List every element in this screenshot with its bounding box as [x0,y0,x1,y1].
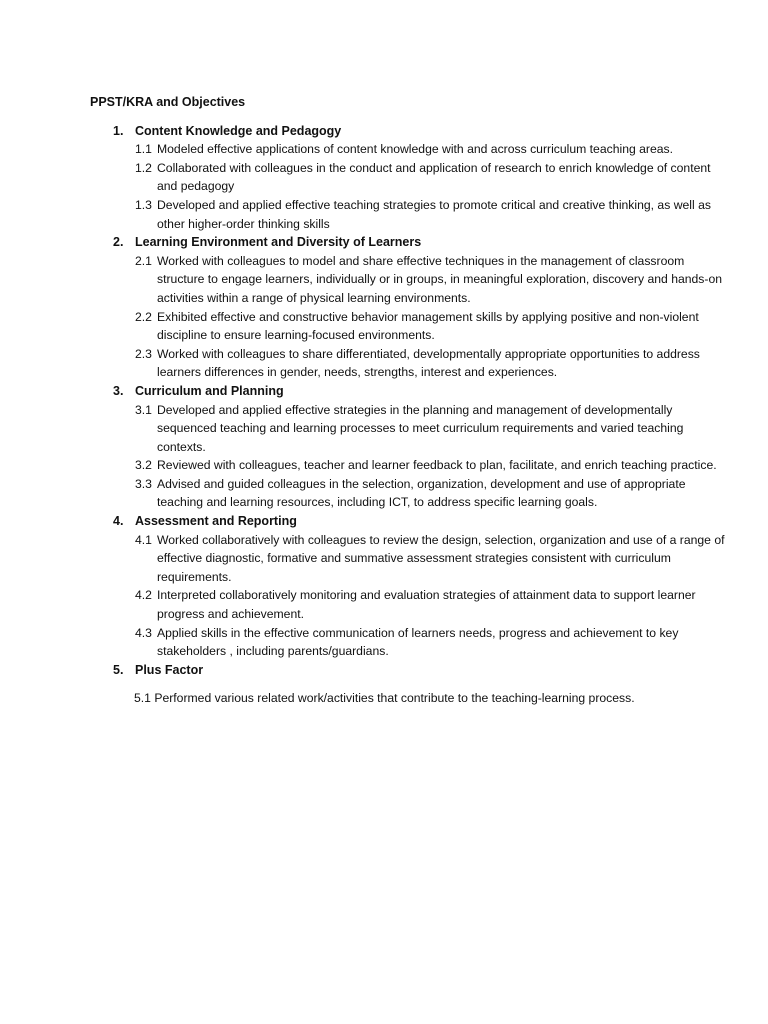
objective-number: 3.1 [135,402,152,417]
section-learning-environment [90,233,728,382]
objective-text: Advised and guided colleagues in the selection, organization, development and use of appropriate teaching and learning resources, including ICT, to address specific learning goals. [157,476,686,510]
objective-text: Reviewed with colleagues, teacher and learner feedback to plan, facilitate, and enrich teaching practice. [157,458,717,473]
objective-text: Modeled effective applications of content knowledge with and across curriculum teaching areas. [157,142,674,157]
section-heading [90,661,728,680]
objective-item [90,586,728,623]
objective-text: Worked collaboratively with colleagues to review the design, selection, organization and use of a range of effective diagnostic, formative and summative assessment strategies consistent with curriculum requirements. [157,532,725,584]
objective-number: 4.1 [135,532,152,547]
document-title: PPST/KRA and Objectives [90,95,246,109]
plus-factor-item: 5.1 Performed various related work/activities that contribute to the teaching-learning process. [134,691,635,706]
objective-text: Developed and applied effective teaching strategies to promote critical and creative thinking, as well as other higher-order thinking skills [157,197,711,231]
objective-number: 1.1 [135,142,152,157]
objective-item [90,624,728,661]
section-title: Content Knowledge and Pedagogy [135,123,342,138]
objective-item [90,531,728,587]
objective-text: Exhibited effective and constructive behavior management skills by applying positive and non-violent discipline to ensure learning-focused environments. [157,309,699,343]
objective-item [90,401,728,457]
section-heading [90,233,728,252]
objective-text: Interpreted collaboratively monitoring and evaluation strategies of attainment data to support learner progress and achievement. [157,588,696,622]
objective-number: 2.2 [135,309,152,324]
objective-number: 1.3 [135,197,152,212]
objective-text: Applied skills in the effective communication of learners needs, progress and achievement to key stakeholders , including parents/guardians. [157,625,679,659]
section-number: 1. [113,123,124,138]
objective-item [90,252,728,308]
objective-item [90,345,728,382]
section-title: Learning Environment and Diversity of Learners [135,235,422,250]
objective-text: Developed and applied effective strategies in the planning and management of developmentally sequenced teaching and learning processes to meet curriculum requirements and varied teaching contexts. [157,402,684,454]
objective-number: 4.3 [135,625,152,640]
objective-number: 2.3 [135,346,152,361]
section-assessment-reporting [90,512,728,661]
section-title: Assessment and Reporting [135,514,297,529]
section-content-knowledge [90,122,728,234]
objective-number: 4.2 [135,588,152,603]
objective-item [90,475,728,512]
objective-item [90,308,728,345]
objective-number: 2.1 [135,253,152,268]
section-title: Curriculum and Planning [135,383,284,398]
section-heading [90,122,728,141]
section-heading [90,382,728,401]
section-title: Plus Factor [135,662,204,677]
section-number: 2. [113,235,124,250]
section-plus-factor [90,661,728,708]
objective-number: 3.3 [135,476,152,491]
section-number: 5. [113,662,124,677]
section-number: 3. [113,383,124,398]
section-number: 4. [113,514,124,529]
objective-item [90,456,728,475]
objective-number: 1.2 [135,160,152,175]
section-heading [90,512,728,531]
objective-text: Collaborated with colleagues in the conduct and application of research to enrich knowledge of content and pedagogy [157,160,711,194]
objective-item [90,140,728,159]
objective-number: 3.2 [135,458,152,473]
objective-text: Worked with colleagues to model and share effective techniques in the management of classroom structure to engage learners, individually or in groups, in meaningful exploration, discovery and hands-on activities within a range of physical learning environments. [157,253,723,305]
objective-text: Worked with colleagues to share differentiated, developmentally appropriate opportunities to address learners differences in gender, needs, strengths, interest and experiences. [157,346,700,380]
objective-item [90,159,728,196]
section-curriculum-planning [90,382,728,512]
objective-item [90,196,728,233]
